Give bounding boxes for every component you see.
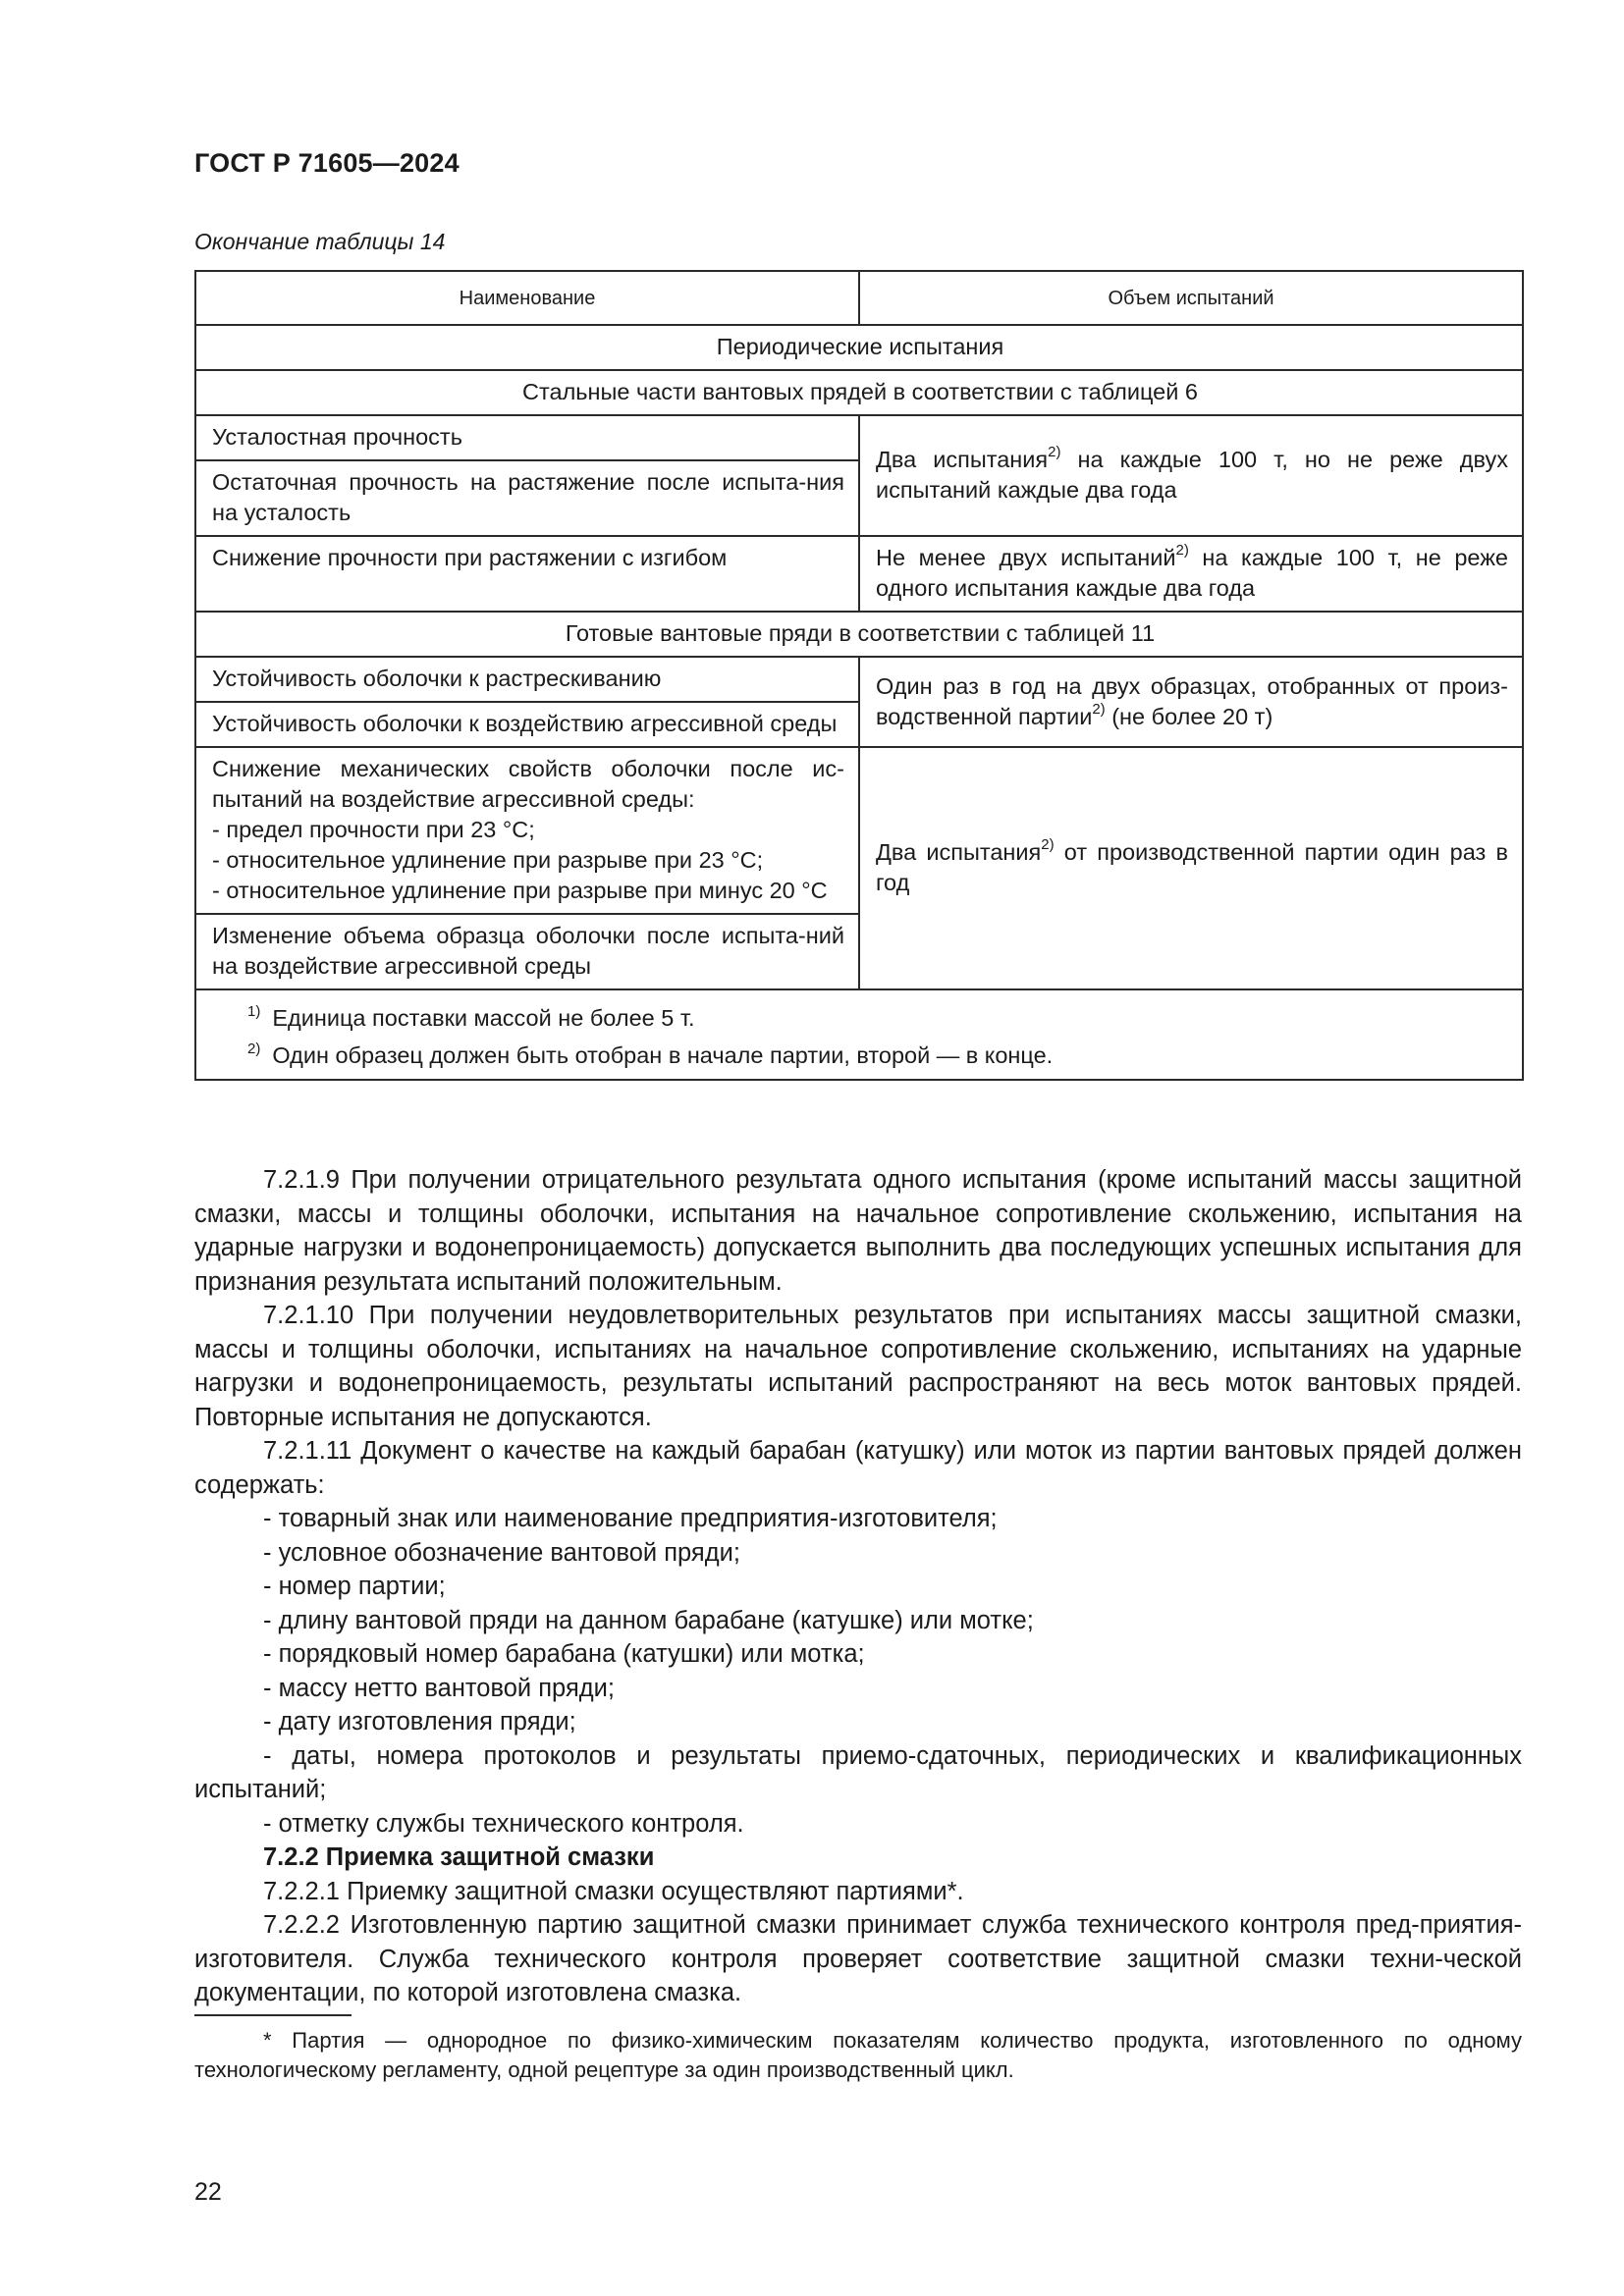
group-finished-strands-title: Готовые вантовые пряди в соответствии с таблицей 11 [195,612,1523,657]
row-scope-cell: Один раз в год на двух образцах, отобранных от произ-водственной партии$^{2)}$ (не более 20 т) [859,657,1523,747]
list-item: - длину вантовой пряди на данном барабане (катушке) или мотке; [263,1606,1034,1634]
row-scope-cell: Два испытания$^{2)}$ на каждые 100 т, но не реже двух испытаний каждые два года [859,415,1523,536]
paragraph-7-2-1-9: 7.2.1.9 При получении отрицательного результата одного испытания (кроме испытаний массы защитной смазки, массы и толщины оболочки, испытания на начальное сопротивление скольжению, испытания на ударные нагрузки и водонепроницаемость) допускается выполнить два последующих успешных испытания для признания результата испытаний положительным. [194,1166,1522,1296]
list-item: - массу нетто вантовой пряди; [263,1674,615,1702]
row-name-cell: Остаточная прочность на растяжение после испыта-ния на усталость [195,460,859,536]
row-name-cell: Усталостная прочность [195,415,859,460]
footnote-separator [194,2014,352,2016]
paragraph-7-2-1-10: 7.2.1.10 При получении неудовлетворительных результатов при испытаниях массы защитной смазки, массы и толщины оболочки, испытаниях на начальное сопротивление скольжению, испытаниях на ударные нагрузки и водонепроницаемость, результаты испытаний распространяют на весь моток вантовых прядей. Повторные испытания не допускаются. [194,1302,1522,1431]
table-row [195,747,1523,914]
table-group-row [195,612,1523,657]
standard-designation: ГОСТ Р 71605—2024 [194,148,460,178]
row-name-cell: Устойчивость оболочки к растрескиванию [195,657,859,702]
column-header-name: Наименование [195,271,859,325]
footnote-ref: 2) [1048,444,1061,461]
table-notes-row [195,989,1523,1080]
test-scope-table [194,270,1524,1081]
table-note-1: $^{1)}$ Единица поставки массой не более 5 т. [247,1003,695,1031]
list-item: - товарный знак или наименование предприятия-изготовителя; [263,1505,998,1532]
table-row [195,536,1523,612]
table-caption: Окончание таблицы 14 [194,229,446,254]
row-scope-cell: Два испытания$^{2)}$ от производственной партии один раз в год [859,747,1523,989]
table-row [195,657,1523,702]
group-steel-parts-title: Стальные части вантовых прядей в соответствии с таблицей 6 [195,370,1523,415]
section-heading-7-2-2: 7.2.2 Приемка защитной смазки [263,1843,655,1871]
footnote-ref: 2) [1092,700,1106,718]
list-item: - условное обозначение вантовой пряди; [263,1538,740,1567]
list-item: - дату изготовления пряди; [263,1708,576,1735]
list-item: - даты, номера протоколов и результаты приемо-сдаточных, периодических и квалификационных испытаний; [194,1741,1522,1803]
table-group-row [195,370,1523,415]
list-item: - отметку службы технического контроля. [263,1809,744,1838]
column-header-scope: Объем испытаний [859,271,1523,325]
table-section-row [195,325,1523,370]
page-number: 22 [194,2178,222,2206]
paragraph-7-2-2-2: 7.2.2.2 Изготовленную партию защитной смазки принимает служба технического контроля пред-приятия-изготовителя. Служба технического контроля проверяет соответствие защитной смазки техни-ческой документации, по которой изготовлена смазка. [194,1911,1522,2006]
footnote-ref: 2) [1041,836,1055,854]
section-periodic-tests: Периодические испытания [195,325,1523,370]
footnote-ref: 2) [1175,542,1189,560]
row-scope-cell: Не менее двух испытаний$^{2)}$ на каждые 100 т, не реже одного испытания каждые два года [859,536,1523,612]
footnote [194,2026,1522,2085]
table-notes [195,989,1523,1080]
list-item: - порядковый номер барабана (катушки) или мотка; [263,1640,865,1668]
row-name-cell: Снижение прочности при растяжении с изгибом [195,536,859,612]
row-name-cell: Изменение объема образца оболочки после испыта-ний на воздействие агрессивной среды [195,914,859,989]
table-header-row [195,271,1523,325]
body-text [194,1163,1522,2010]
table-note-2: $^{2)}$ Один образец должен быть отобран в начале партии, второй — в конце. [247,1041,1054,1068]
paragraph-7-2-2-1: 7.2.2.1 Приемку защитной смазки осуществляют партиями*. [263,1877,964,1905]
row-name-cell: Устойчивость оболочки к воздействию агрессивной среды [195,702,859,747]
row-name-cell: Снижение механических свойств оболочки после ис-пытаний на воздействие агрессивной среды: - предел прочности при 23 °С; - относительное удлинение при разрыве при 23 °С; - относительное удлинение при разрыве при минус 20 °С [195,747,859,914]
footnote-text: * Партия — однородное по физико-химическим показателям количество продукта, изготовленного по одному технологическому регламенту, одной рецептуре за один производственный цикл. [194,2028,1522,2082]
paragraph-7-2-1-11: 7.2.1.11 Документ о качестве на каждый барабан (катушку) или моток из партии вантовых прядей должен содержать: [194,1437,1522,1499]
list-item: - номер партии; [263,1573,446,1600]
table-row [195,415,1523,460]
